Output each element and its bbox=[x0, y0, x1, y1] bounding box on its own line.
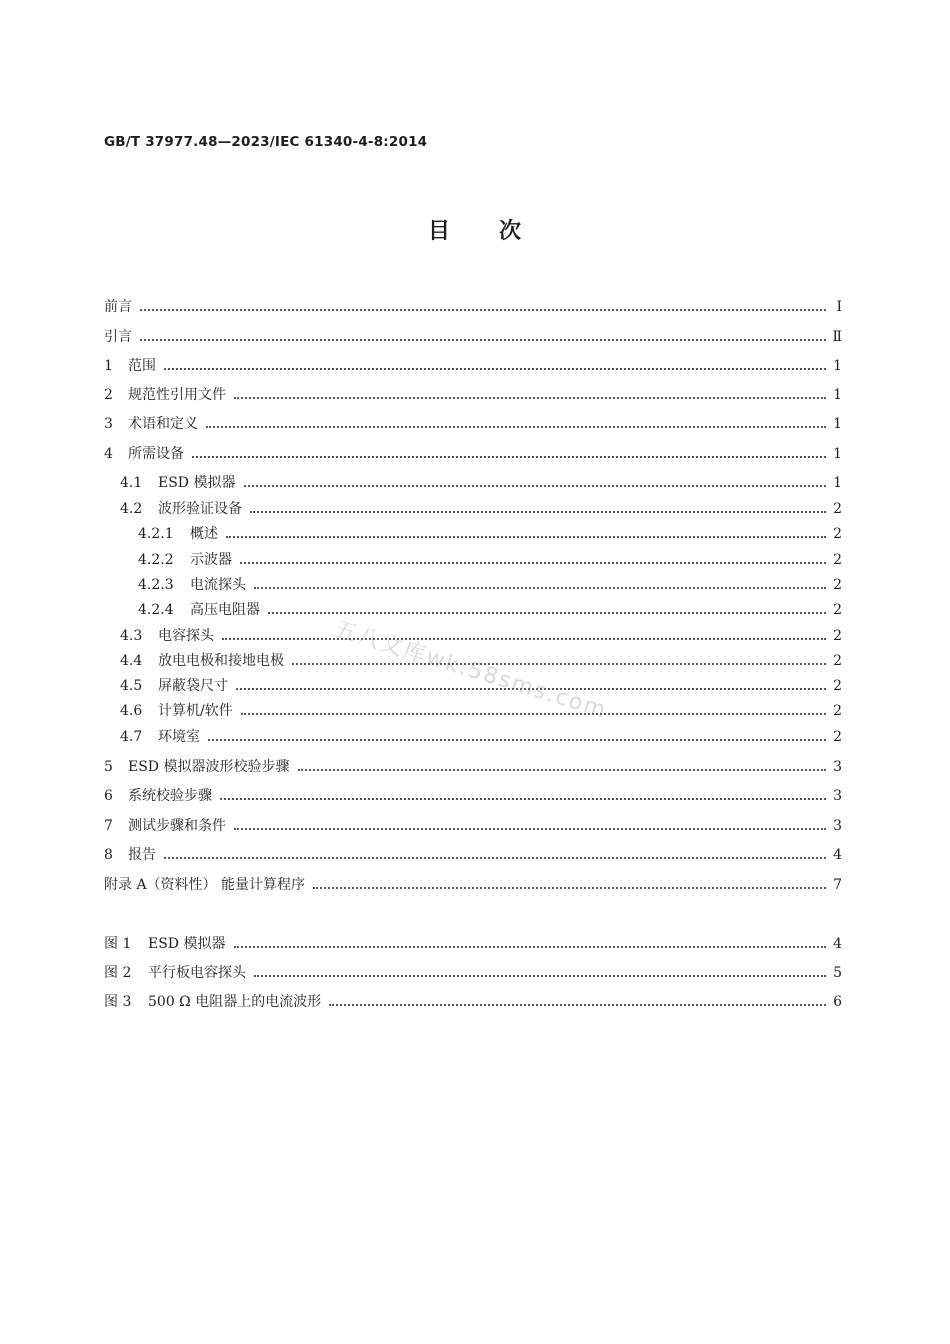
toc-entry-label: 电流探头 bbox=[190, 577, 246, 593]
toc-entry-label: ESD 模拟器波形校验步骤 bbox=[128, 759, 290, 775]
toc-entry-number: 4.2.2 bbox=[138, 552, 174, 568]
toc-entry-label: ESD 模拟器 bbox=[158, 475, 236, 491]
toc-leader-dots bbox=[222, 637, 826, 640]
toc-entry-number: 4.7 bbox=[120, 729, 143, 745]
toc-entry-page: 1 bbox=[833, 446, 842, 462]
toc-entry-page: 2 bbox=[833, 703, 842, 719]
toc-entry[interactable] bbox=[104, 413, 842, 435]
toc-leader-dots bbox=[206, 425, 826, 428]
toc-entry-label: 附录 A（资料性） 能量计算程序 bbox=[104, 877, 306, 893]
toc-entry-number: 4 bbox=[104, 446, 113, 462]
toc-leader-dots bbox=[220, 797, 826, 800]
toc-entry-page: 2 bbox=[833, 729, 842, 745]
toc-entry-number: 5 bbox=[104, 759, 113, 775]
toc-entry[interactable] bbox=[104, 785, 842, 807]
toc-entry-page: 5 bbox=[833, 965, 842, 981]
toc-entry-label: 500 Ω 电阻器上的电流波形 bbox=[148, 994, 322, 1010]
toc-entry-number: 4.6 bbox=[120, 703, 143, 719]
toc-entry[interactable] bbox=[104, 355, 842, 377]
toc-entry-page: 1 bbox=[833, 416, 842, 432]
toc-entry-label: 测试步骤和条件 bbox=[128, 818, 226, 834]
toc-leader-dots bbox=[268, 611, 826, 614]
toc-entry[interactable] bbox=[104, 384, 842, 406]
toc-entry-label: 高压电阻器 bbox=[190, 602, 260, 618]
toc-leader-dots bbox=[192, 455, 826, 458]
toc-entry-label: 环境室 bbox=[158, 729, 200, 745]
toc-entry-number: 4.2 bbox=[120, 501, 143, 517]
toc-entry-page: 2 bbox=[833, 526, 842, 542]
title-char-1: 目 bbox=[427, 219, 451, 244]
title-char-2: 次 bbox=[499, 219, 523, 244]
toc-entry-page: 2 bbox=[833, 628, 842, 644]
toc-leader-dots bbox=[329, 1003, 826, 1006]
toc-entry-number: 3 bbox=[104, 416, 113, 432]
toc-entry-number: 图 3 bbox=[104, 994, 132, 1010]
toc-entry-label: 范围 bbox=[128, 358, 156, 374]
page-title bbox=[0, 214, 950, 245]
toc-entry-number: 4.2.3 bbox=[138, 577, 174, 593]
toc-entry[interactable] bbox=[104, 326, 842, 348]
toc-entry[interactable] bbox=[104, 472, 842, 494]
toc-entry-label: 平行板电容探头 bbox=[148, 965, 246, 981]
toc-entry-page: 3 bbox=[833, 759, 842, 775]
toc-entry[interactable] bbox=[104, 700, 842, 722]
toc-entry-number: 7 bbox=[104, 818, 113, 834]
toc-entry-label: 系统校验步骤 bbox=[128, 788, 212, 804]
toc-entry[interactable] bbox=[104, 599, 842, 621]
toc-entry-page: 2 bbox=[833, 678, 842, 694]
toc-entry-page: 4 bbox=[833, 936, 842, 952]
toc-entry[interactable] bbox=[104, 815, 842, 837]
toc-entry-page: 2 bbox=[833, 501, 842, 517]
toc-entry-label: 报告 bbox=[128, 847, 156, 863]
toc-leader-dots bbox=[250, 510, 826, 513]
toc-leader-dots bbox=[234, 396, 826, 399]
toc-entry-page: 3 bbox=[833, 788, 842, 804]
toc-entry-page: 4 bbox=[833, 847, 842, 863]
toc-leader-dots bbox=[164, 367, 826, 370]
toc-entry-number: 1 bbox=[104, 358, 113, 374]
toc-entry[interactable] bbox=[104, 962, 842, 984]
toc-leader-dots bbox=[313, 886, 826, 889]
toc-leader-dots bbox=[292, 662, 826, 665]
toc-entry-label: 电容探头 bbox=[158, 628, 214, 644]
toc-entry-page: 2 bbox=[833, 577, 842, 593]
toc-entry[interactable] bbox=[104, 549, 842, 571]
toc-entry-page: 7 bbox=[833, 877, 842, 893]
toc-entry-label: 放电电极和接地电极 bbox=[158, 653, 284, 669]
toc-entry[interactable] bbox=[104, 443, 842, 465]
toc-entry-number: 8 bbox=[104, 847, 113, 863]
toc-entry-number: 4.4 bbox=[120, 653, 143, 669]
toc-entry[interactable] bbox=[104, 523, 842, 545]
toc-leader-dots bbox=[226, 535, 826, 538]
toc-leader-dots bbox=[208, 738, 826, 741]
toc-leader-dots bbox=[234, 945, 827, 948]
standard-code: GB/T 37977.48—2023/IEC 61340-4-8:2014 bbox=[104, 134, 428, 150]
toc-entry[interactable] bbox=[104, 296, 842, 318]
toc-entry-page: 1 bbox=[833, 358, 842, 374]
toc-entry-page: Ⅱ bbox=[832, 329, 842, 345]
toc-entry-label: 术语和定义 bbox=[128, 416, 198, 432]
toc-entry[interactable] bbox=[104, 625, 842, 647]
toc-entry-label: 波形验证设备 bbox=[158, 501, 242, 517]
watermark: 五八文库wk.58sms.com bbox=[331, 616, 611, 724]
toc-entry-number: 2 bbox=[104, 387, 113, 403]
toc-entry[interactable] bbox=[104, 991, 842, 1013]
toc-entry[interactable] bbox=[104, 574, 842, 596]
toc-entry-number: 4.2.1 bbox=[138, 526, 174, 542]
toc-leader-dots bbox=[254, 586, 826, 589]
toc-entry-number: 6 bbox=[104, 788, 113, 804]
toc-entry[interactable] bbox=[104, 726, 842, 748]
toc-entry-label: 概述 bbox=[190, 526, 218, 542]
toc-entry-page: 2 bbox=[833, 552, 842, 568]
toc-entry-page: 2 bbox=[833, 602, 842, 618]
toc-entry[interactable] bbox=[104, 874, 842, 896]
toc-entry-label: 计算机/软件 bbox=[158, 703, 233, 719]
toc-leader-dots bbox=[254, 974, 826, 977]
toc-entry[interactable] bbox=[104, 756, 842, 778]
toc-entry-page: Ⅰ bbox=[836, 299, 842, 315]
toc-leader-dots bbox=[240, 561, 826, 564]
toc-leader-dots bbox=[241, 712, 826, 715]
toc-entry[interactable] bbox=[104, 844, 842, 866]
toc-entry-label: 所需设备 bbox=[128, 446, 184, 462]
toc-entry-page: 3 bbox=[833, 818, 842, 834]
toc-leader-dots bbox=[140, 338, 826, 341]
toc-entry-label: ESD 模拟器 bbox=[148, 936, 226, 952]
toc-leader-dots bbox=[298, 768, 827, 771]
toc-entry[interactable] bbox=[104, 933, 842, 955]
toc-entry-number: 图 1 bbox=[104, 936, 132, 952]
toc-entry-label: 示波器 bbox=[190, 552, 232, 568]
toc-entry-page: 2 bbox=[833, 653, 842, 669]
toc-entry-label: 屏蔽袋尺寸 bbox=[158, 678, 228, 694]
toc-entry-label: 前言 bbox=[104, 299, 132, 315]
toc-entry-number: 4.3 bbox=[120, 628, 143, 644]
toc-entry-number: 图 2 bbox=[104, 965, 132, 981]
toc-entry-number: 4.5 bbox=[120, 678, 143, 694]
toc-entry[interactable] bbox=[104, 498, 842, 520]
toc-leader-dots bbox=[164, 856, 826, 859]
toc-entry-number: 4.2.4 bbox=[138, 602, 174, 618]
toc-leader-dots bbox=[244, 484, 827, 487]
toc-entry-number: 4.1 bbox=[120, 475, 143, 491]
toc-leader-dots bbox=[140, 308, 826, 311]
toc-entry-page: 1 bbox=[833, 387, 842, 403]
toc-entry-label: 引言 bbox=[104, 329, 132, 345]
toc-leader-dots bbox=[234, 827, 826, 830]
toc-entry-page: 6 bbox=[833, 994, 842, 1010]
toc-entry-page: 1 bbox=[833, 475, 842, 491]
toc-entry-label: 规范性引用文件 bbox=[128, 387, 226, 403]
